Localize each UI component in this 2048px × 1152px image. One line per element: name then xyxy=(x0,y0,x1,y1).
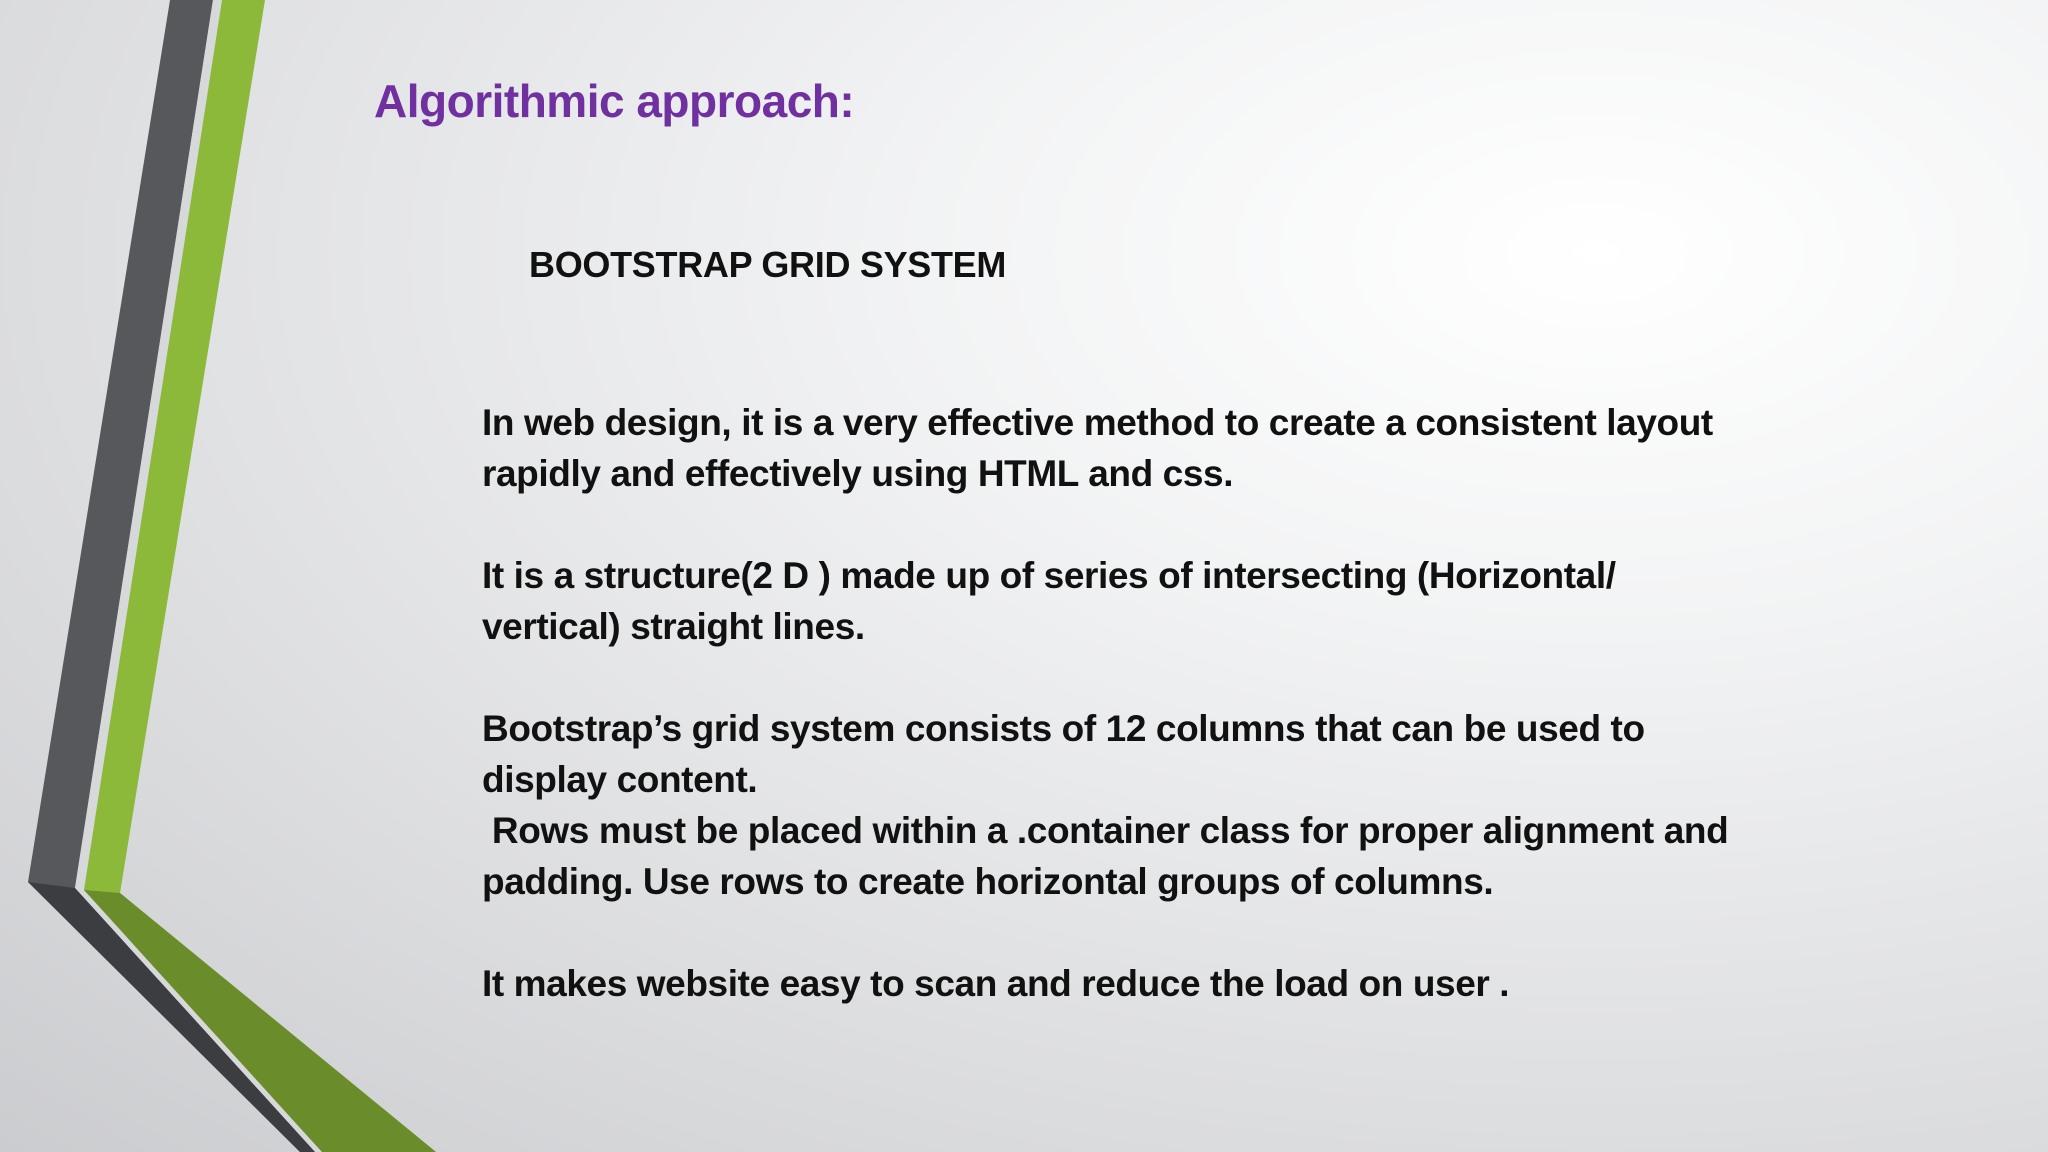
body-line: Rows must be placed within a .container class for proper alignment and xyxy=(482,810,1729,851)
body-line: It makes website easy to scan and reduce the load on user . xyxy=(482,963,1510,1004)
body-line: rapidly and effectively using HTML and css. xyxy=(482,453,1234,494)
body-line: It is a structure(2 D ) made up of series of intersecting (Horizontal/ xyxy=(482,555,1616,596)
slide-subtitle: BOOTSTRAP GRID SYSTEM xyxy=(529,244,1007,285)
slide-title: Algorithmic approach: xyxy=(374,75,855,127)
body-line: Bootstrap’s grid system consists of 12 columns that can be used to xyxy=(482,708,1645,749)
dark-stripe-lower-shade xyxy=(28,882,315,1152)
body-line: In web design, it is a very effective method to create a consistent layout xyxy=(482,402,1713,443)
body-line: vertical) straight lines. xyxy=(482,606,865,647)
green-stripe-lower-shade xyxy=(84,890,436,1152)
body-line: display content. xyxy=(482,759,758,800)
body-line: padding. Use rows to create horizontal groups of columns. xyxy=(482,861,1494,902)
slide-body xyxy=(482,397,1822,1009)
